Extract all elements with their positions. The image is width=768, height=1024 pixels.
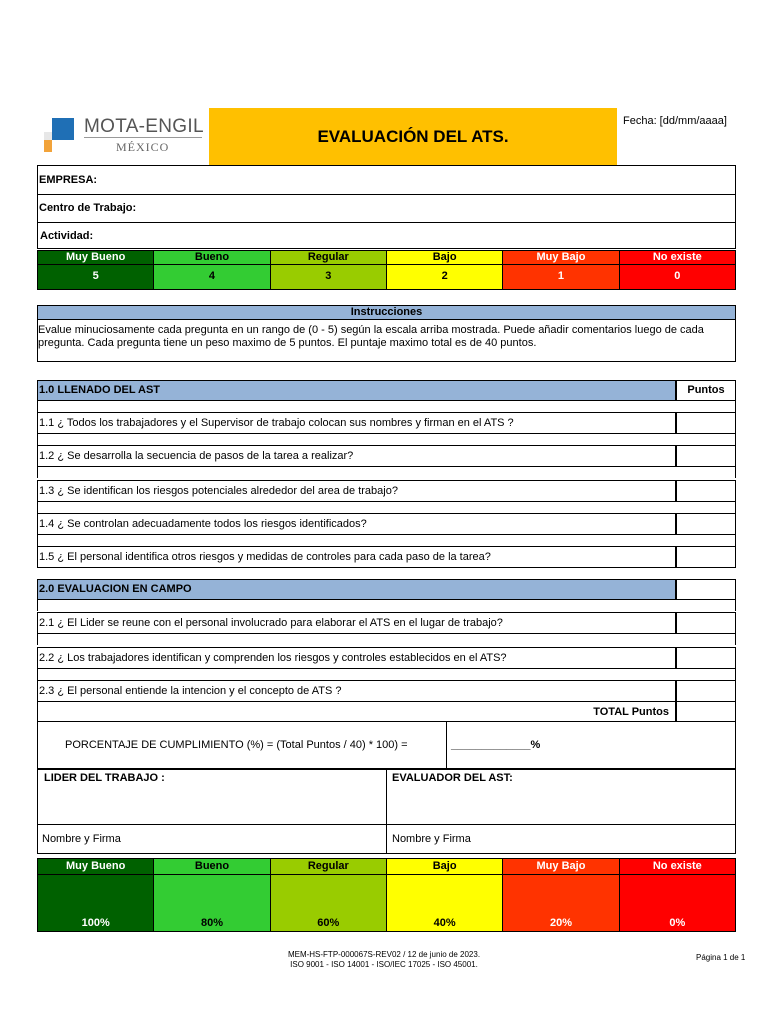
question-1-2: 1.2 ¿ Se desarrolla la secuencia de pasos de la tarea a realizar? [37,445,676,467]
logo-main-text: MOTA-ENGIL [84,116,204,137]
scale-cell [620,859,735,931]
evaluator-title: EVALUADOR DEL AST: [392,772,513,784]
scale-value: 0 [620,265,735,289]
info-block [37,165,736,249]
logo-mark-icon [44,118,74,152]
question-1-5: 1.5 ¿ El personal identifica otros riesgos y medidas de controles para cada paso de la tarea? [37,546,676,568]
scale-value: 4 [154,265,270,289]
question-2-3: 2.3 ¿ El personal entiende la intencion y el concepto de ATS ? [37,680,676,702]
scale-value: 2 [387,265,503,289]
points-input-1-4[interactable] [676,513,736,535]
scale-bottom-value: 40% [433,917,456,929]
scale-bottom-label: Muy Bueno [38,859,153,875]
instructions-text: Evalue minuciosamente cada pregunta en un rango de (0 - 5) según la escala arriba mostrada. Puede añadir comentarios luego de cada pregunta. Cada pregunta tiene un peso maximo de 5 puntos. El puntaje maximo total es de 40 puntos. [38,324,704,349]
footer-doc-code: MEM-HS-FTP-000067S-REV02 / 12 de junio de 2023. [287,950,481,959]
page-number: Página 1 de 1 [696,953,746,962]
scale-table-bottom [37,858,736,932]
percentage-row [37,722,736,769]
scale-bottom-label: Regular [271,859,386,875]
question-1-4: 1.4 ¿ Se controlan adecuadamente todos los riesgos identificados? [37,513,676,535]
scale-bottom-value: 100% [81,917,110,929]
scale-value: 3 [271,265,387,289]
points-input-1-2[interactable] [676,445,736,467]
scale-table-top [37,250,736,290]
instructions-box [37,305,736,362]
logo-sub-text: MÉXICO [116,140,170,154]
section-2-title: 2.0 EVALUACION EN CAMPO [37,579,676,600]
total-points-input[interactable] [676,702,736,722]
title-banner [209,108,617,165]
date-field[interactable]: Fecha: [dd/mm/aaaa] [623,115,727,127]
leader-title: LIDER DEL TRABAJO : [44,772,165,784]
points-section-2 [676,579,736,600]
scale-cell [503,859,619,931]
scale-label: Muy Bajo [503,251,619,264]
actividad-field[interactable]: Actividad: [40,230,94,242]
total-label: TOTAL Puntos [37,702,676,722]
signature-block [37,769,736,854]
leader-sign-field[interactable]: Nombre y Firma [42,833,121,845]
footer-iso: ISO 9001 - ISO 14001 - ISO/IEC 17025 - ISO 45001. [290,960,478,969]
scale-bottom-value: 60% [317,917,340,929]
scale-value: 5 [38,265,154,289]
points-input-2-1[interactable] [676,612,736,634]
scale-label: Muy Bueno [38,251,154,264]
points-input-2-3[interactable] [676,680,736,702]
scale-label: Bueno [154,251,270,264]
question-1-3: 1.3 ¿ Se identifican los riesgos potenciales alrededor del area de trabajo? [37,480,676,502]
percentage-blank[interactable]: _____________% [451,739,541,751]
points-header: Puntos [676,380,736,401]
scale-bottom-label: Bajo [387,859,502,875]
section-1-title: 1.0 LLENADO DEL AST [37,380,676,401]
scale-cell [271,859,387,931]
scale-cell [154,859,270,931]
scale-cell [387,859,503,931]
scale-bottom-label: No existe [620,859,735,875]
scale-bottom-value: 20% [549,917,572,929]
page-title: EVALUACIÓN DEL ATS. [317,126,509,146]
scale-bottom-value: 80% [200,917,223,929]
question-2-1: 2.1 ¿ El Lider se reune con el personal involucrado para elaborar el ATS en el lugar de trabajo? [37,612,676,634]
scale-bottom-value: 0% [669,917,686,929]
scale-bottom-label: Bueno [154,859,269,875]
evaluator-sign-field[interactable]: Nombre y Firma [392,833,471,845]
scale-cell [38,859,154,931]
points-input-1-3[interactable] [676,480,736,502]
scale-label: Bajo [387,251,503,264]
centro-trabajo-field[interactable]: Centro de Trabajo: [38,195,735,223]
points-input-1-1[interactable] [676,412,736,434]
company-logo [44,116,204,160]
instructions-title: Instrucciones [38,306,735,320]
points-input-1-5[interactable] [676,546,736,568]
question-1-1: 1.1 ¿ Todos los trabajadores y el Supervisor de trabajo colocan sus nombres y firman en el ATS ? [37,412,676,434]
scale-value: 1 [503,265,619,289]
points-input-2-2[interactable] [676,647,736,669]
scale-label: No existe [620,251,735,264]
scale-label: Regular [271,251,387,264]
empresa-field[interactable]: EMPRESA: [38,166,735,195]
percentage-label: PORCENTAJE DE CUMPLIMIENTO (%) = (Total Puntos / 40) * 100) = [65,739,408,751]
question-2-2: 2.2 ¿ Los trabajadores identifican y comprenden los riesgos y controles establecidos en el ATS? [37,647,676,669]
scale-bottom-label: Muy Bajo [503,859,618,875]
footer [200,950,568,970]
